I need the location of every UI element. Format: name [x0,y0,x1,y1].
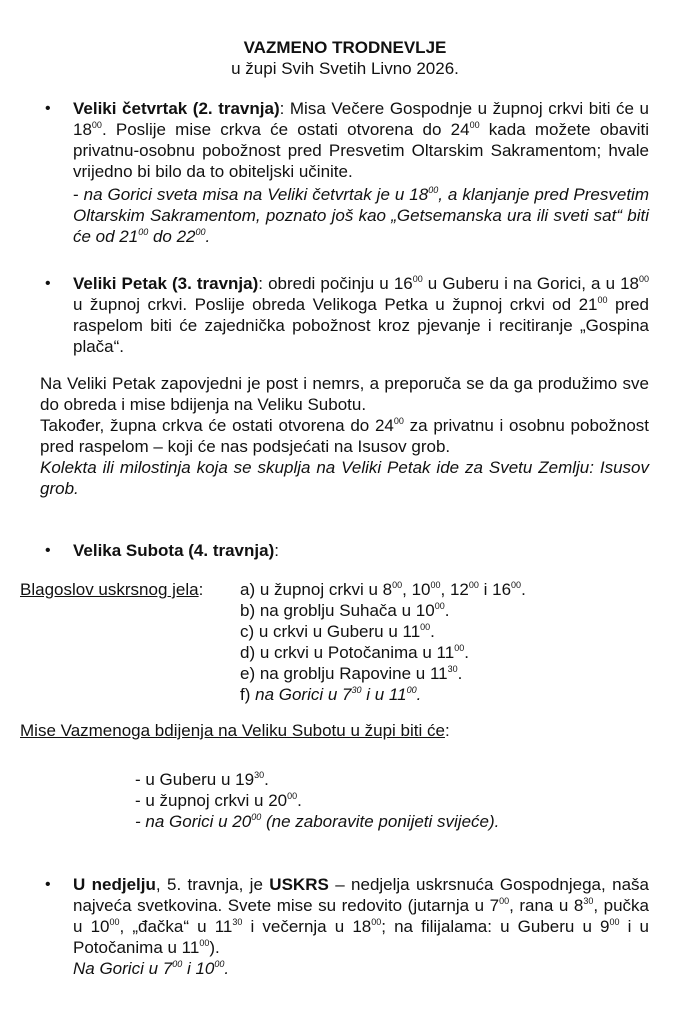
bullet-icon: • [45,876,51,893]
vigil-label: Mise Vazmenoga bdijenja na Veliku Subotu u župi biti će: [20,721,450,740]
blessing-list [240,579,526,705]
thursday-paragraph: Veliki četvrtak (2. travnja): Misa Večere Gospodnje u župnoj crkvi biti će u $18^{00}$. Poslije mise crkva će ostati otvorena do $24^{00}$ kada možete obaviti privatnu-osobnu pobožnost pred Presvetim Oltarskim Sakramentom; hvale vrijedno bi bilo da to obiteljski učinite. [73,99,650,181]
friday-heading: Veliki Petak (3. travnja) [73,274,259,293]
sunday-heading: U nedjelju [73,875,156,894]
bullet-icon: • [45,100,51,117]
bullet-icon: • [45,275,51,292]
blessing-item: b) na groblju Suhača u $10^{00}$. [240,601,450,620]
vigil-item: - na Gorici u $20^{00}$ (ne zaboravite ponijeti svijeće). [135,812,500,831]
bullet-icon: • [45,542,51,559]
document-title: VAZMENO TRODNEVLJE [243,38,447,57]
thursday-gorica-note: - na Gorici sveta misa na Veliki četvrtak je u $18^{00}$, a klanjanje pred Presvetim Oltarskim Sakramentom, poznato još kao „Getsemanska ura ili sveti sat“ biti će od $21^{00}$ do $22^{00}$. [73,185,649,246]
sunday-gorica-note: Na Gorici u $7^{00}$ i $10^{00}$. [73,959,230,978]
saturday-heading: Velika Subota (4. travnja) [73,541,275,560]
vigil-item: - u župnoj crkvi u $20^{00}$. [135,791,302,810]
blessing-label: Blagoslov uskrsnog jela: [20,580,204,599]
thursday-heading: Veliki četvrtak (2. travnja) [73,99,280,118]
sunday-paragraph: U nedjelju, 5. travnja, je USKRS – nedjelja uskrsnuća Gospodnjega, naša najveća svetkovina. Svete mise su redovito (jutarnja u $7^{00}$, rana u $8^{30}$, pučka u $10^{00}$, „đačka“ u $11^{30}$ i večernja u $18^{00}$; na filijalama: u Guberu u $9^{00}$ i u Potočanima u $11^{00}$). [73,875,650,957]
blessing-item: d) u crkvi u Potočanima u $11^{00}$. [240,643,469,662]
blessing-item: e) na groblju Rapovine u $11^{30}$. [240,664,463,683]
collection-note: Kolekta ili milostinja koja se skuplja na Veliki Petak ide za Svetu Zemlju: Isusov grob. [40,458,649,498]
blessing-item: f) na Gorici u $7^{30}$ i u $11^{00}$. [240,685,422,704]
church-open-note: Također, župna crkva će ostati otvorena do $24^{00}$ za privatnu i osobnu pobožnost pred raspelom – koji će nas podsjećati na Isusov grob. [40,416,649,456]
blessing-item: c) u crkvi u Guberu u $11^{00}$. [240,622,435,641]
vigil-list [135,769,499,832]
friday-paragraph: Veliki Petak (3. travnja): obredi počinju u $16^{00}$ u Guberu i na Gorici, a u $18^{00}$ u župnoj crkvi. Poslije obreda Velikoga Petka u župnoj crkvi od $21^{00}$ pred raspelom biti će zajednička pobožnost kroz pjevanje i recitiranje „Gospina plača“. [73,274,650,356]
saturday-heading-line: Velika Subota (4. travnja): [73,541,279,560]
blessing-item: a) u župnoj crkvi u $8^{00}$, $10^{00}$, $12^{00}$ i $16^{00}$. [240,580,526,599]
vigil-item: - u Guberu u $19^{30}$. [135,770,269,789]
easter-label: USKRS [269,875,329,894]
document-subtitle: u župi Svih Svetih Livno 2026. [231,59,459,78]
fast-note: Na Veliki Petak zapovjedni je post i nemrs, a preporuča se da ga produžimo sve do obreda i mise bdijenja na Veliku Subotu. [40,374,649,414]
